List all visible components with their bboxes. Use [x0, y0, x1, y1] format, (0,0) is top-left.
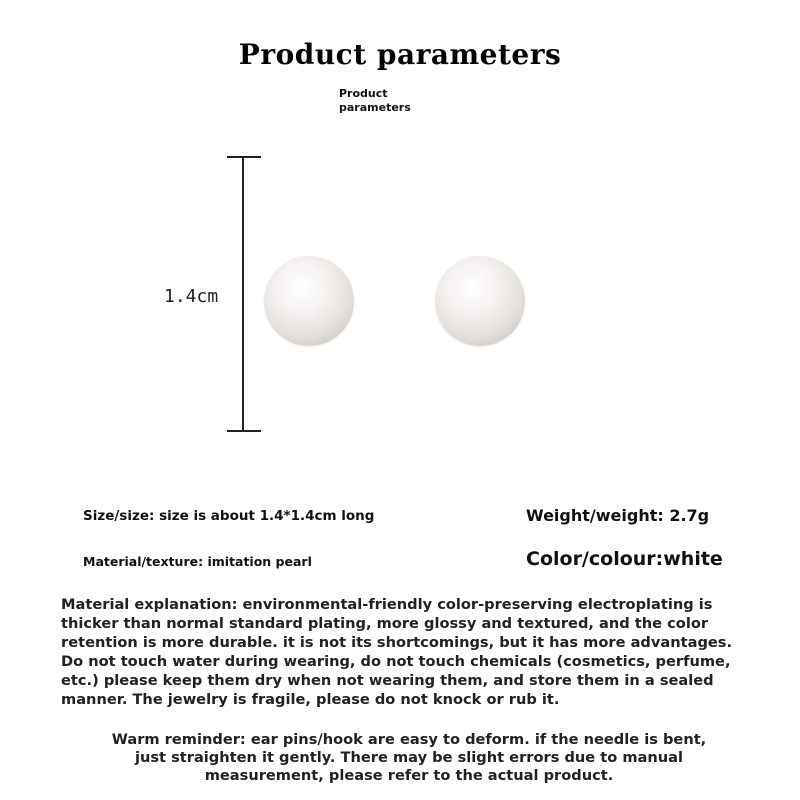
ruler-line: [242, 157, 244, 432]
warm-reminder: Warm reminder: ear pins/hook are easy to deform. if the needle is bent, just straighten it gently. There may be slight errors due to manual measurement, please refer to the actual product.: [111, 731, 707, 784]
spec-color: Color/colour:white: [526, 548, 723, 570]
page-subtitle: Product parameters: [339, 87, 411, 114]
pearl-earring-left: [264, 256, 354, 346]
spec-size: Size/size: size is about 1.4*1.4cm long: [83, 508, 375, 524]
page-title: Product parameters: [238, 38, 562, 71]
spec-material: Material/texture: imitation pearl: [83, 554, 312, 569]
spec-weight: Weight/weight: 2.7g: [526, 506, 710, 525]
material-explanation: Material explanation: environmental-friendly color-preserving electroplating is thicker than normal standard plating, more glossy and textured, and the color retention is more durable. it is not its shortcomings, but it has more advantages. Do not touch water during wearing, do not touch chemicals (cosmetics, perfume, etc.) please keep them dry when not wearing them, and store them in a sealed manner. The jewelry is fragile, please do not knock or rub it.: [61, 596, 733, 708]
dimension-label: 1.4cm: [164, 286, 219, 307]
pearl-earring-right: [435, 256, 525, 346]
ruler-top-cap: [227, 156, 261, 158]
ruler-bottom-cap: [227, 430, 261, 432]
